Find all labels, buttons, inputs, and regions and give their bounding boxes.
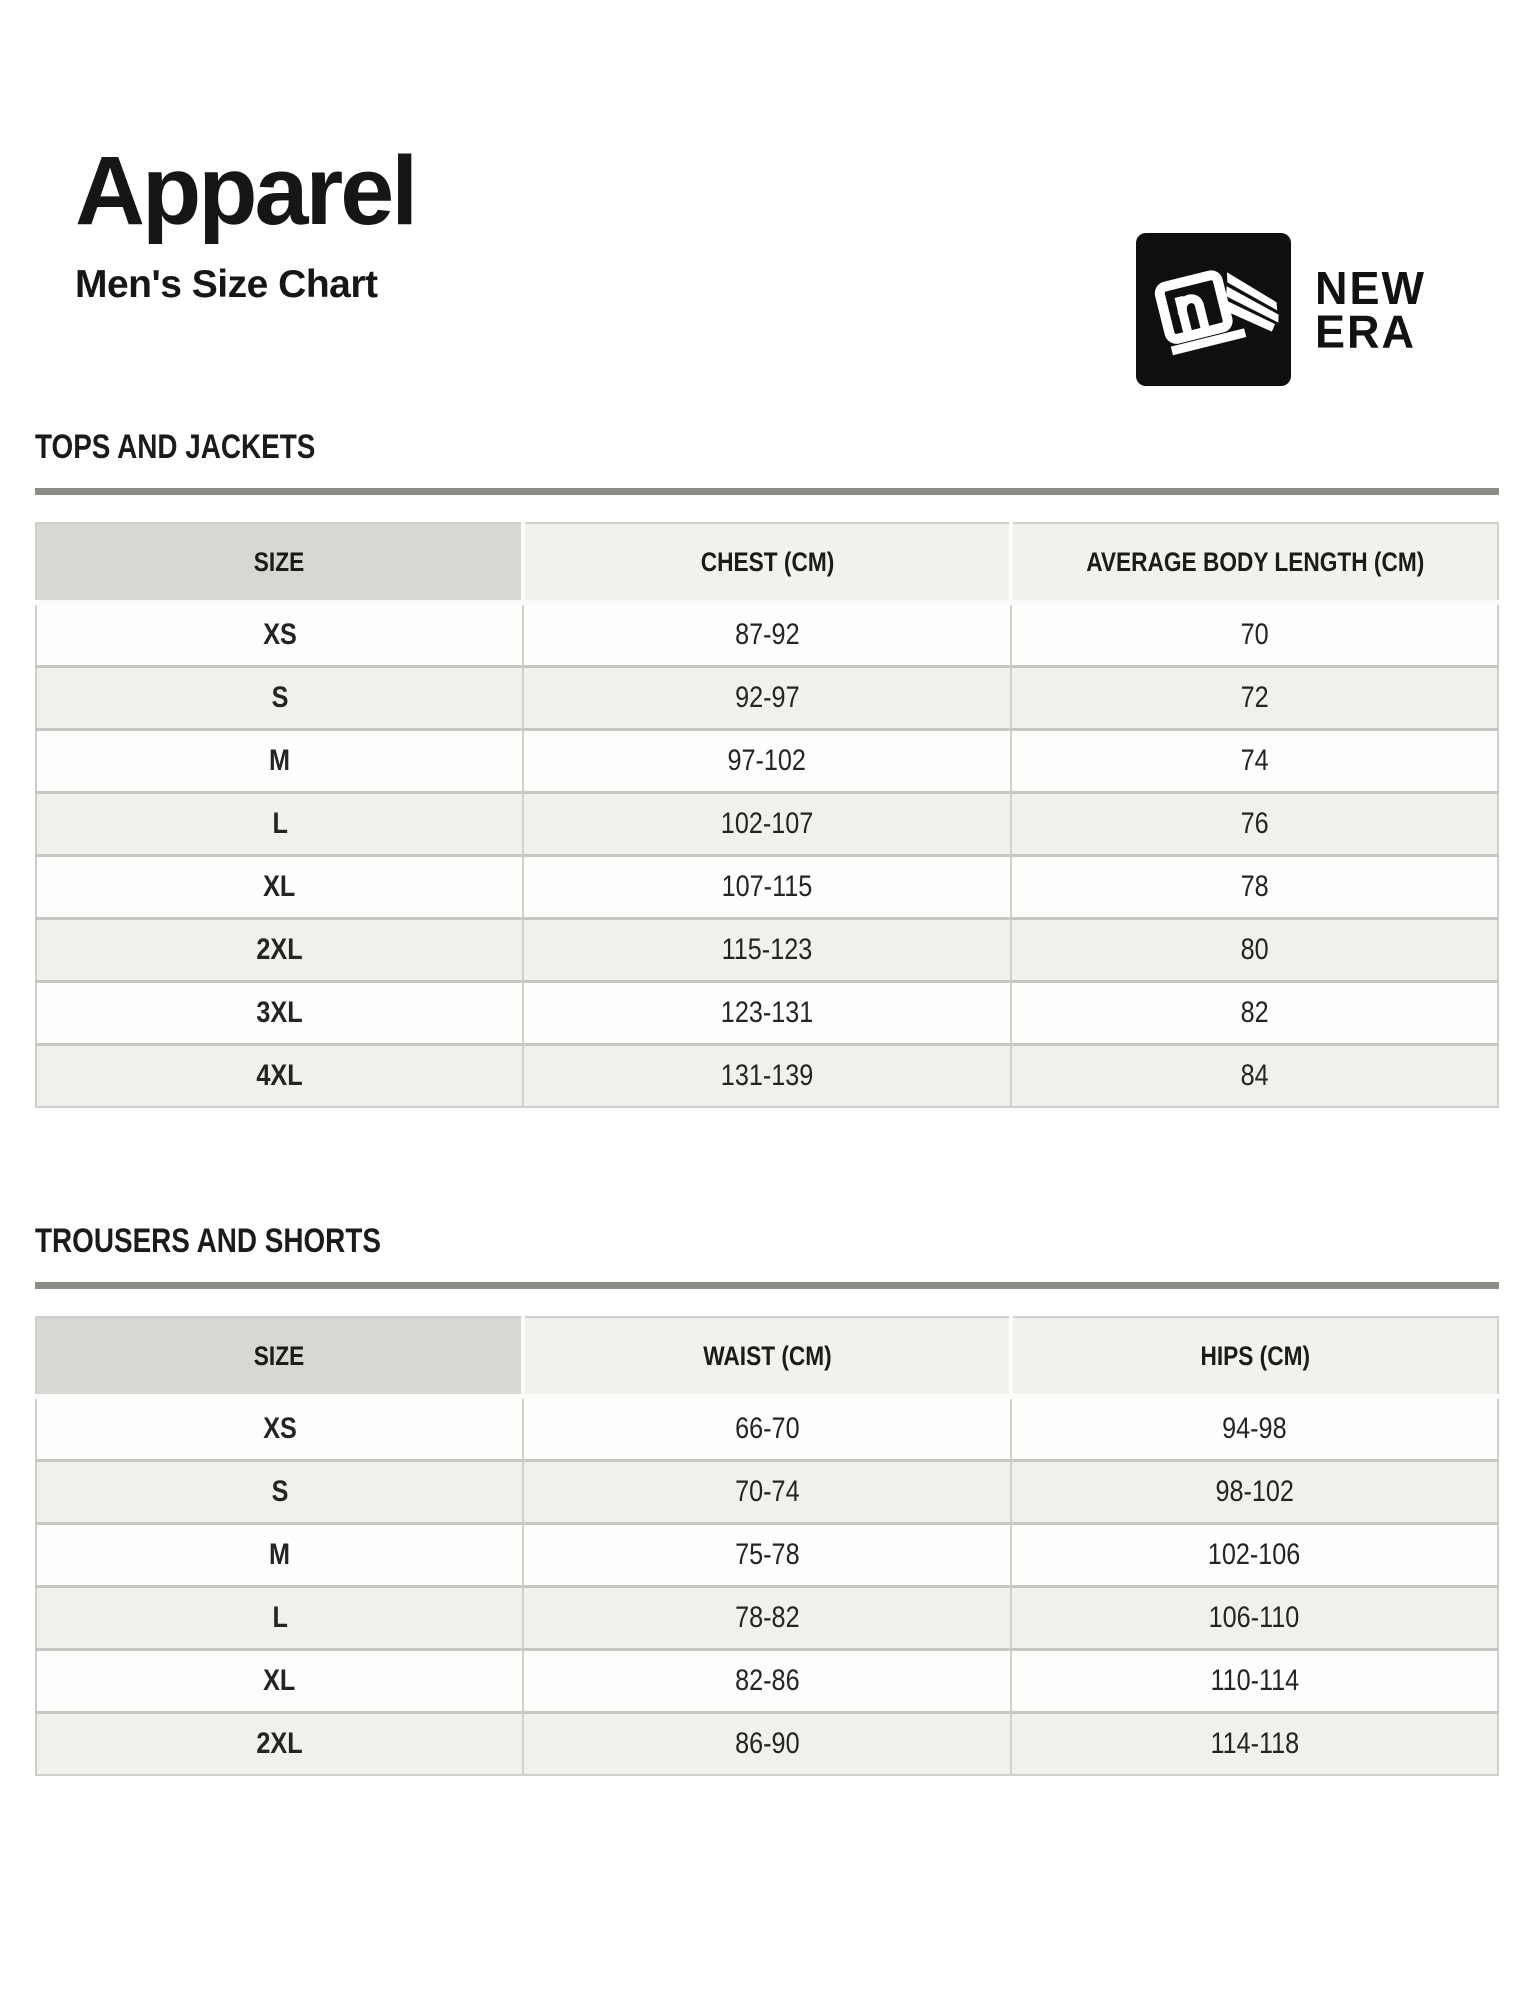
chest-cell: 123-131 [523,982,1010,1045]
tops-table-header [36,523,1498,603]
header-row [36,1317,1498,1397]
size-cell: L [271,807,288,840]
chest-cell: 107-115 [523,856,1010,919]
table-row [36,667,1498,730]
length-cell: 76 [1011,793,1498,856]
trousers-table [35,1316,1499,1776]
wordmark-line-2: ERA [1315,304,1417,358]
brand-logo [1135,232,1426,387]
hips-cell: 110-114 [1011,1650,1498,1713]
chest-cell: 87-92 [523,603,1010,667]
chest-cell: 131-139 [523,1045,1010,1108]
tops-table [35,522,1499,1108]
chest-cell: 92-97 [523,667,1010,730]
length-cell: 84 [1011,1045,1498,1108]
size-cell: L [271,1601,288,1634]
size-cell: XS [262,618,297,651]
length-cell: 70 [1011,603,1498,667]
column-header-size: SIZE [36,523,523,603]
waist-cell: 70-74 [523,1461,1010,1524]
hips-cell: 106-110 [1011,1587,1498,1650]
size-cell: M [269,1538,291,1571]
header-row [36,523,1498,603]
column-header-size: SIZE [36,1317,523,1397]
table-row [36,603,1498,667]
new-era-flag-icon [1135,232,1292,387]
table-row [36,1397,1498,1461]
table-row [36,1524,1498,1587]
trousers-table-body [36,1397,1498,1776]
hips-cell: 94-98 [1011,1397,1498,1461]
table-row [36,982,1498,1045]
hips-cell: 102-106 [1011,1524,1498,1587]
section-rule-trousers [35,1282,1499,1289]
waist-cell: 78-82 [523,1587,1010,1650]
size-cell: S [271,681,289,714]
length-cell: 80 [1011,919,1498,982]
table-row [36,1713,1498,1776]
size-cell: 2XL [256,933,303,966]
wordmark-line-1: NEW [1315,260,1426,314]
table-row [36,730,1498,793]
chest-cell: 102-107 [523,793,1010,856]
waist-cell: 86-90 [523,1713,1010,1776]
waist-cell: 66-70 [523,1397,1010,1461]
length-cell: 82 [1011,982,1498,1045]
size-cell: XL [263,870,296,903]
size-cell: XS [262,1412,297,1445]
column-header-body-length: AVERAGE BODY LENGTH (CM) [1011,523,1498,603]
table-row [36,919,1498,982]
size-cell: M [269,744,291,777]
table-row [36,1650,1498,1713]
waist-cell: 82-86 [523,1650,1010,1713]
table-row [36,793,1498,856]
section-heading-tops: TOPS AND JACKETS [35,428,316,466]
section-heading-trousers: TROUSERS AND SHORTS [35,1222,381,1260]
size-cell: S [271,1475,289,1508]
table-row [36,1045,1498,1108]
page-subtitle: Men's Size Chart [75,263,378,306]
column-header-chest: CHEST (CM) [523,523,1010,603]
chest-cell: 115-123 [523,919,1010,982]
column-header-waist: WAIST (CM) [523,1317,1010,1397]
column-header-hips: HIPS (CM) [1011,1317,1498,1397]
size-cell: 4XL [256,1059,303,1092]
trousers-table-header [36,1317,1498,1397]
section-rule-tops [35,488,1499,495]
table-row [36,856,1498,919]
hips-cell: 114-118 [1011,1713,1498,1776]
length-cell: 72 [1011,667,1498,730]
length-cell: 74 [1011,730,1498,793]
size-cell: 3XL [256,996,303,1029]
table-row [36,1587,1498,1650]
page-title: Apparel [75,136,416,245]
hips-cell: 98-102 [1011,1461,1498,1524]
size-cell: XL [263,1664,296,1697]
size-cell: 2XL [256,1727,303,1760]
chest-cell: 97-102 [523,730,1010,793]
table-row [36,1461,1498,1524]
brand-wordmark [1315,260,1426,358]
length-cell: 78 [1011,856,1498,919]
waist-cell: 75-78 [523,1524,1010,1587]
tops-table-body [36,603,1498,1108]
